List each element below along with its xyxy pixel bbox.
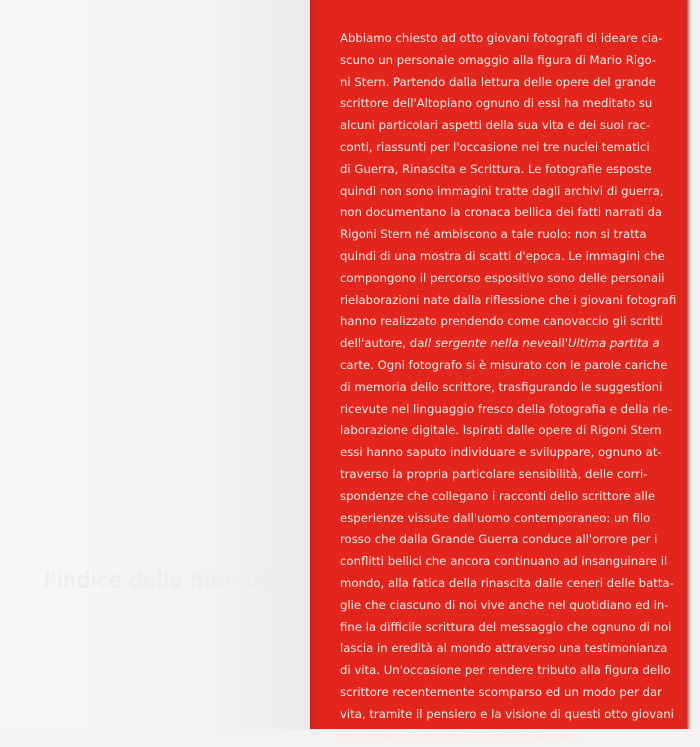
text-line: Abbiamo chiesto ad otto giovani fotografi di ideare cia- <box>340 28 678 50</box>
book-title-italic: Il sergente nella neve <box>424 336 551 350</box>
text-line: di vita. Un'occasione per rendere tributo alla figura dello <box>340 660 678 682</box>
text-line: laborazione digitale. Ispirati dalle opere di Rigoni Stern <box>340 420 678 442</box>
text-line: ricevute nel linguaggio fresco della fotografia e della rie- <box>340 399 678 421</box>
text-line: quindi di una mostra di scatti d'epoca. Le immagini che <box>340 246 678 268</box>
text-line: hanno realizzato prendendo come canovaccio gli scritti <box>340 311 678 333</box>
book-title-italic: Ultima partita a <box>568 336 660 350</box>
text-line: conti, riassunti per l'occasione nei tre nuclei tematici <box>340 137 678 159</box>
text-line: rosso che dalla Grande Guerra conduce all'orrore per i <box>340 529 678 551</box>
text-line: mondo, alla fatica della rinascita dalle ceneri delle batta- <box>340 573 678 595</box>
text-line: scuno un personale omaggio alla figura di Mario Rigo- <box>340 50 678 72</box>
text-line: ni Stern. Partendo dalla lettura delle opere del grande <box>340 72 678 94</box>
text-line: di memoria dello scrittore, trasfigurando le suggestioni <box>340 377 678 399</box>
text-line: glie che ciascuno di noi vive anche nel quotidiano ed in- <box>340 595 678 617</box>
text-line: fine la difficile scrittura del messaggio che ognuno di noi <box>340 617 678 639</box>
text-line: essi hanno saputo individuare e sviluppare, ognuno at- <box>340 442 678 464</box>
left-page <box>0 0 310 729</box>
text-line: vita, tramite il pensiero e la visione di questi otto giovani <box>340 704 678 726</box>
text-line: carte. Ogni fotografo si è misurato con le parole cariche <box>340 355 678 377</box>
text-line: lascia in eredità al mondo attraverso una testimonianza <box>340 638 678 660</box>
text-line: conflitti bellici che ancora continuano ad insanguinare il <box>340 551 678 573</box>
text-line: compongono il percorso espositivo sono delle personali <box>340 268 678 290</box>
text-line: scrittore dell'Altopiano ognuno di essi ha meditato su <box>340 93 678 115</box>
text-line: esperienze vissute dall'uomo contemporaneo: un filo <box>340 508 678 530</box>
text-line: rielaborazioni nate dalla riflessione che i giovani fotografi <box>340 290 678 312</box>
ghost-title: l'indice della memoria <box>44 568 310 592</box>
body-text <box>340 28 678 747</box>
text-line: non documentano la cronaca bellica dei fatti narrati da <box>340 202 678 224</box>
text-line: spondenze che collegano i racconti dello scrittore alle <box>340 486 678 508</box>
text-line: alcuni particolari aspetti della sua vita e dei suoi rac- <box>340 115 678 137</box>
text-line: traverso la propria particolare sensibilità, delle corri- <box>340 464 678 486</box>
text-line: Artisti, ad un inedito percorso espositivo. <box>340 726 678 747</box>
text-line: scrittore recentemente scomparso ed un modo per dar <box>340 682 678 704</box>
text-line: di Guerra, Rinascita e Scrittura. Le fotografie esposte <box>340 159 678 181</box>
text-line: Rigoni Stern né ambiscono a tale ruolo: non si tratta <box>340 224 678 246</box>
text-line: quindi non sono immagini tratte dagli archivi di guerra, <box>340 181 678 203</box>
page-edge <box>686 0 700 729</box>
text-line: dell'autore, daIl sergente nella neveall'Ultima partita a <box>340 333 678 355</box>
